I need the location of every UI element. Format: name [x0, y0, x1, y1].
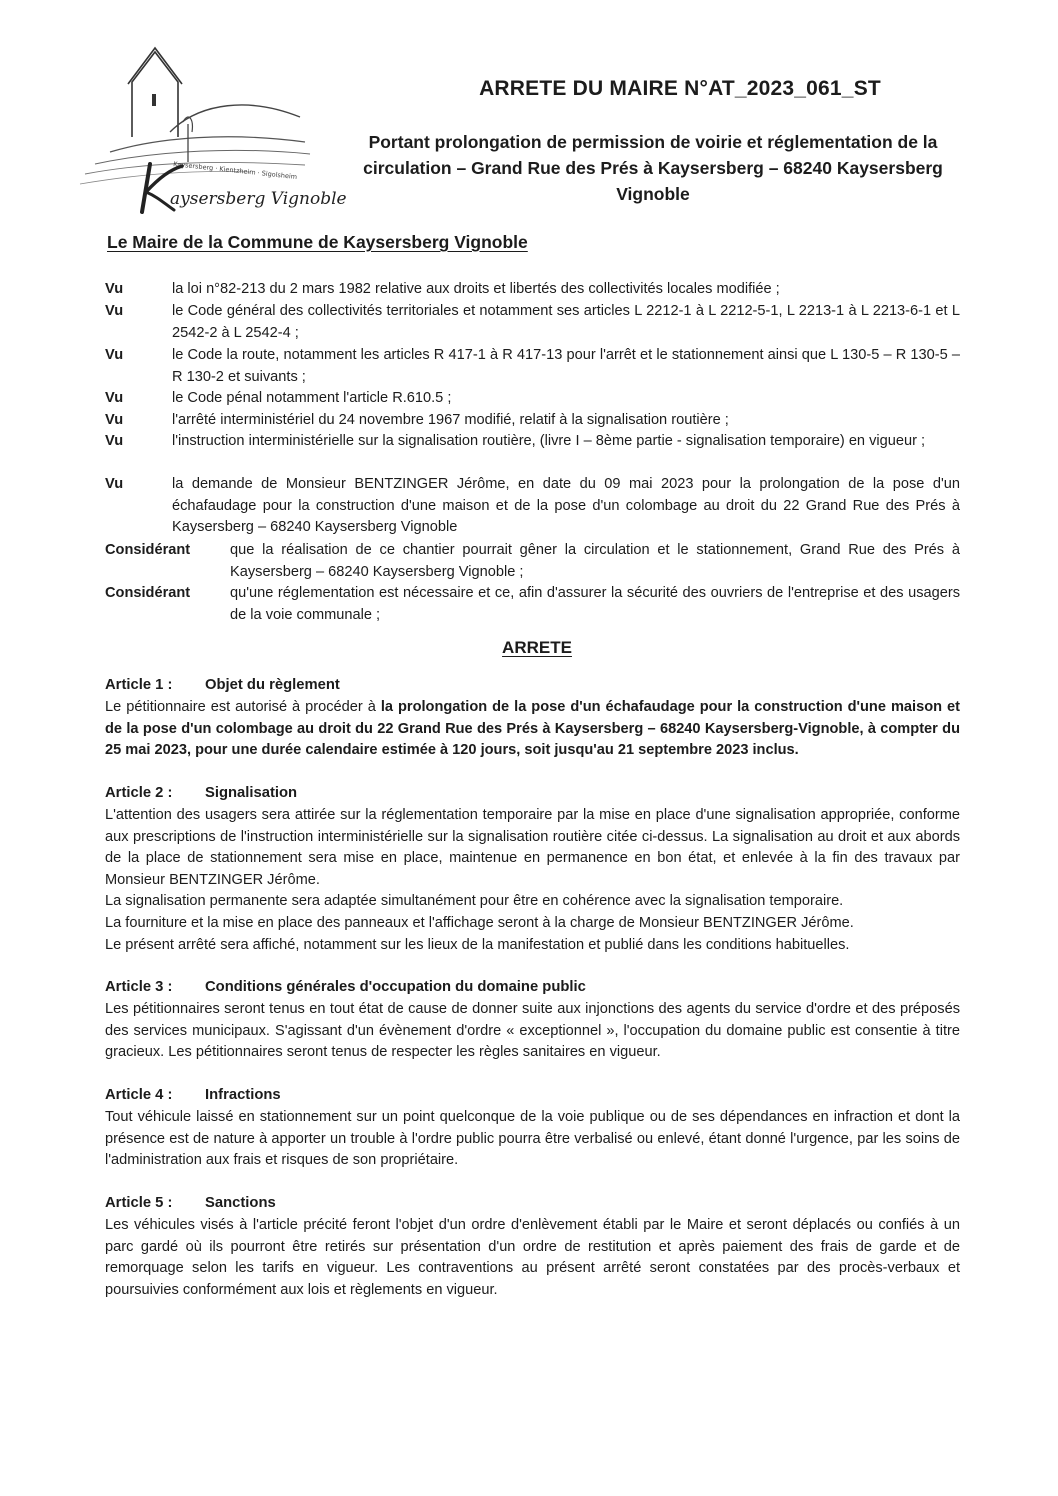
maire-heading: Le Maire de la Commune de Kaysersberg Vignoble — [107, 232, 528, 252]
article-paragraph: La signalisation permanente sera adaptée simultanément pour être en cohérence avec la signalisation temporaire. — [105, 893, 844, 910]
article-heading — [105, 783, 960, 805]
article-paragraph: Les pétitionnaires seront tenus en tout état de cause de donner suite aux injonctions des agents du service d'ordre et des préposés des services municipaux. S'agissant d'un évènement d'ordre « exceptionnel », l'occupation du domaine public est consentie à titre gracieux. Les pétitionnaires seront tenus de respecter les règles sanitaires en vigueur. — [105, 1001, 960, 1061]
logo-name-text: aysersberg Vignoble — [170, 189, 347, 209]
vu-item — [105, 431, 960, 453]
article-3 — [105, 977, 960, 1064]
considerant-label: Considérant — [105, 542, 191, 558]
article-heading — [105, 675, 960, 697]
vu-text: l'arrêté interministériel du 24 novembre 1967 modifié, relatif à la signalisation routière ; — [172, 412, 729, 428]
vu-label: Vu — [105, 303, 124, 319]
vu-label: Vu — [105, 476, 124, 492]
article-paragraph: La fourniture et la mise en place des panneaux et l'affichage seront à la charge de Monsieur BENTZINGER Jérôme. — [105, 914, 854, 931]
considerant-text: qu'une réglementation est nécessaire et ce, afin d'assurer la sécurité des ouvriers de l'entreprise et des usagers de la voie communale ; — [230, 585, 960, 623]
article-2 — [105, 783, 960, 956]
article-title: Sanctions — [205, 1195, 276, 1211]
vu-text: l'instruction interministérielle sur la signalisation routière, (livre I – 8ème partie - signalisation temporaire) en vigueur ; — [172, 433, 926, 449]
vu-item — [105, 279, 960, 301]
article-title: Conditions générales d'occupation du domaine public — [205, 979, 586, 995]
page-subtitle: Portant prolongation de permission de voirie et réglementation de la circulation – Grand Rue des Prés à Kaysersberg – 68240 Kaysersberg Vignoble — [363, 132, 943, 204]
article-paragraph: L'attention des usagers sera attirée sur la réglementation temporaire par la mise en place d'une signalisation appropriée, conforme aux prescriptions de l'instruction interministérielle sur la signalisation routière citée ci-dessus. La signalisation au droit et aux abords de la place de stationnement sera mise en place, maintenue en permanence en bon état, et enlevée à la fin des travaux par Monsieur BENTZINGER Jérôme. — [105, 807, 960, 888]
considerant-item — [105, 540, 960, 583]
article-paragraph: Tout véhicule laissé en stationnement sur un point quelconque de la voie publique ou de ses dépendances en infraction et dont la présence est de nature à apporter un trouble à l'ordre public pourra être verbalisé ou enlevé, étant donné l'urgence, par les soins de l'administration aux frais et risques de son propriétaire. — [105, 1109, 960, 1169]
article-number: Article 4 : — [105, 1087, 173, 1103]
arrete-heading-text: ARRETE — [502, 638, 572, 657]
article-1 — [105, 675, 960, 762]
vu-item — [105, 301, 960, 344]
considerant-item — [105, 583, 960, 626]
article-number: Article 1 : — [105, 677, 173, 693]
article-heading — [105, 1193, 960, 1215]
vu-text: la loi n°82-213 du 2 mars 1982 relative aux droits et libertés des collectivités locales modifiée ; — [172, 281, 780, 297]
vu-label: Vu — [105, 281, 124, 297]
article-body — [105, 697, 960, 762]
vu-text: le Code la route, notamment les articles R 417-1 à R 417-13 pour l'arrêt et le stationnement ainsi que L 130-5 – R 130-5 – R 130-2 et suivants ; — [172, 347, 960, 385]
vu-text: le Code pénal notamment l'article R.610.5 ; — [172, 390, 452, 406]
article-number: Article 5 : — [105, 1195, 173, 1211]
vu-label: Vu — [105, 412, 124, 428]
vu-text: le Code général des collectivités territoriales et notamment ses articles L 2212-1 à L 2212-5-1, L 2213-1 à L 2213-6-1 et L 2542-2 à L 2542-4 ; — [172, 303, 960, 341]
article-title: Objet du règlement — [205, 677, 340, 693]
vu-label: Vu — [105, 433, 124, 449]
kaysersberg-vignoble-logo — [70, 42, 347, 217]
article-4 — [105, 1085, 960, 1172]
considerant-text: que la réalisation de ce chantier pourrait gêner la circulation et le stationnement, Grand Rue des Prés à Kaysersberg – 68240 Kaysersberg Vignoble ; — [230, 542, 960, 580]
article-bold-text: la prolongation de la pose d'un échafaudage pour la construction d'une maison et de la pose d'un colombage au droit du 22 Grand Rue des Prés à Kaysersberg – 68240 Kaysersberg-Vignoble, à compter du 25 mai 2023, pour une durée calendaire estimée à 120 jours, soit jusqu'au 21 septembre 2023 inclus. — [105, 699, 960, 759]
vu-item — [105, 388, 960, 410]
vu-text: la demande de Monsieur BENTZINGER Jérôme, en date du 09 mai 2023 pour la prolongation de la pose d'un échafaudage pour la construction d'une maison et de la pose d'un colombage au droit du 22 Grand Rue des Prés à Kaysersberg – 68240 Kaysersberg Vignoble — [172, 476, 960, 536]
vu-item — [105, 345, 960, 388]
vu-label: Vu — [105, 347, 124, 363]
vu-item — [105, 474, 960, 539]
article-number: Article 2 : — [105, 785, 173, 801]
arrete-heading — [0, 638, 1058, 658]
vu-item — [105, 410, 960, 432]
article-intro: Le pétitionnaire est autorisé à procéder à — [105, 699, 381, 715]
article-number: Article 3 : — [105, 979, 173, 995]
article-paragraph: Le présent arrêté sera affiché, notamment sur les lieux de la manifestation et publié dans les conditions habituelles. — [105, 936, 850, 953]
vu-label: Vu — [105, 390, 124, 406]
article-paragraph: Les véhicules visés à l'article précité feront l'objet d'un ordre d'enlèvement établi par le Maire et seront déplacés ou confiés à un parc gardé où ils pourront être retirés sur présentation d'un ordre de restitution et après paiement des frais de garde et de remorquage selon les tarifs en vigueur. Les contraventions au présent arrêté seront constatées par des procès-verbaux et poursuivies conformément aux lois et règlements en vigueur. — [105, 1217, 960, 1298]
page-title: ARRETE DU MAIRE N°AT_2023_061_ST — [479, 77, 881, 100]
article-heading — [105, 977, 960, 999]
logo-graphic — [70, 42, 347, 217]
considerant-label: Considérant — [105, 585, 191, 601]
article-5 — [105, 1193, 960, 1301]
article-title: Signalisation — [205, 785, 298, 801]
article-heading — [105, 1085, 960, 1107]
logo-towns-text: Kaysersberg · Kientzheim · Sigolsheim — [172, 160, 298, 182]
article-title: Infractions — [205, 1087, 281, 1103]
